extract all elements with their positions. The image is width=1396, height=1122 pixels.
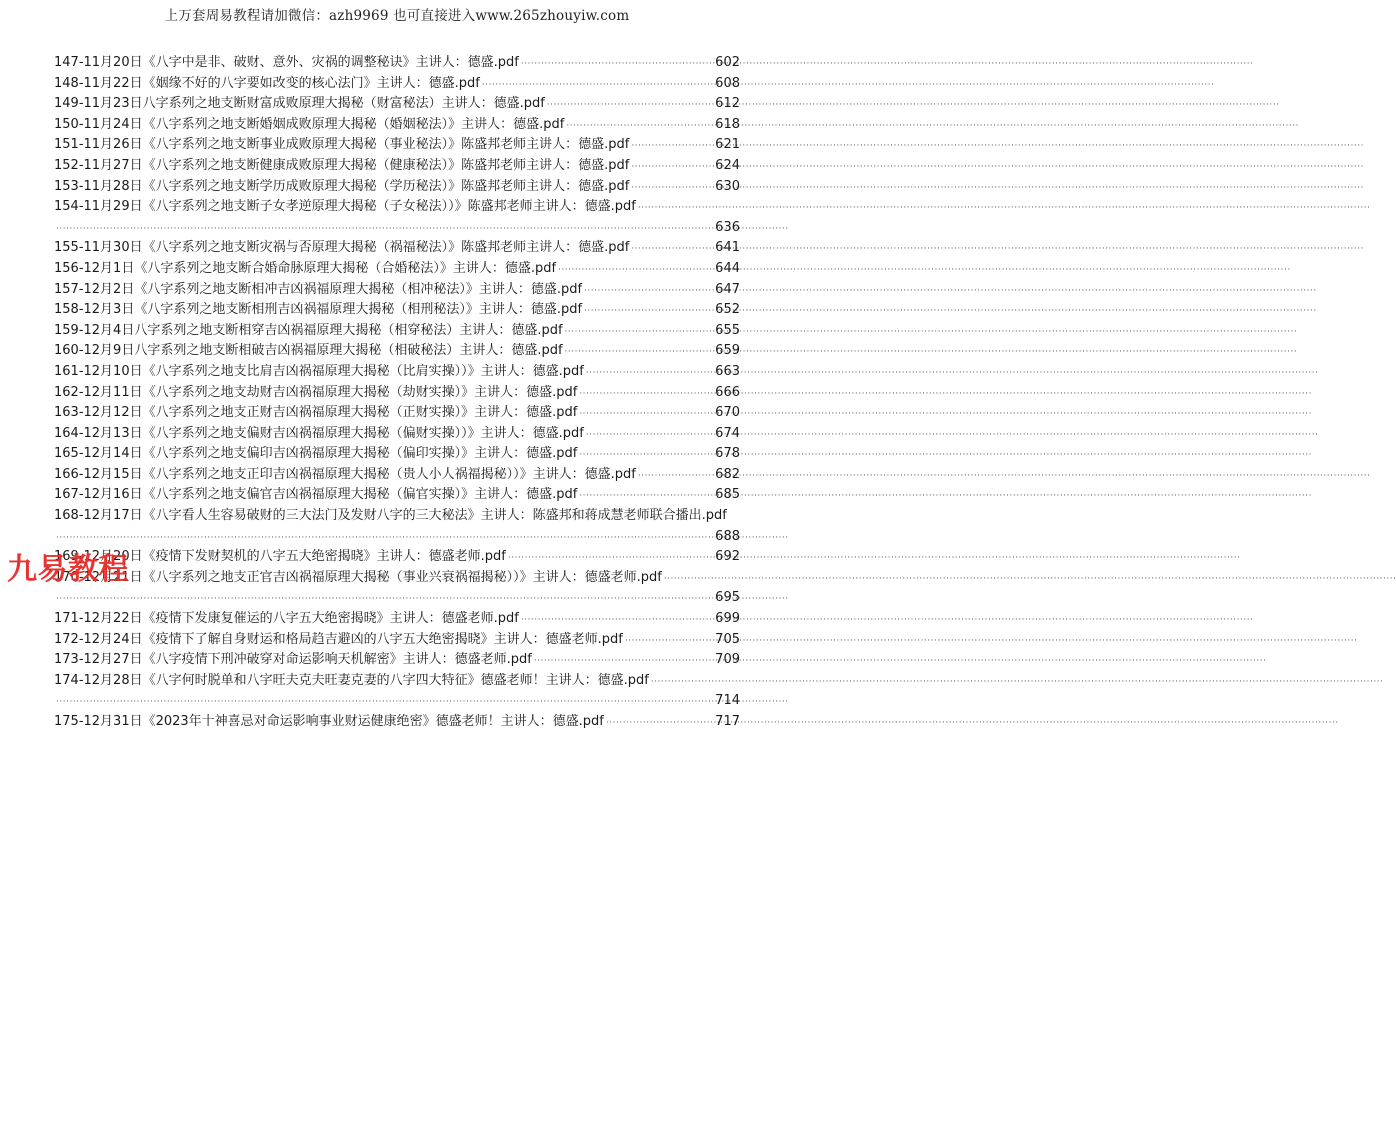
toc-entry-title: 164-12月13日《八字系列之地支偏财吉凶祸福原理大揭秘（偏财实操））》主讲人：德盛.pdf: [54, 425, 584, 441]
toc-entry[interactable]: [54, 568, 740, 609]
leader-dots: [547, 95, 713, 116]
toc-entry[interactable]: [54, 609, 740, 630]
leader-dots: [651, 672, 738, 693]
leader-dots: [56, 692, 713, 713]
toc-entry-page: 602: [715, 55, 740, 70]
toc-entry-page: 647: [715, 281, 740, 297]
toc-entry-title: 150-11月24日《八字系列之地支断婚姻成败原理大揭秘（婚姻秘法）》主讲人：德盛.pdf: [54, 116, 565, 132]
toc-entry-title: 167-12月16日《八字系列之地支偏官吉凶祸福原理大揭秘（偏官实操）》主讲人：德盛.pdf: [54, 487, 578, 503]
toc-entry[interactable]: [54, 94, 740, 115]
toc-entry[interactable]: [54, 156, 740, 177]
toc-entry[interactable]: [54, 135, 740, 156]
leader-dots: [584, 281, 713, 302]
toc-entry-title: 154-11月29日《八字系列之地支断子女孝逆原理大揭秘（子女秘法））》陈盛邦老师主讲人：德盛.pdf: [54, 199, 636, 215]
toc-entry[interactable]: [54, 74, 740, 95]
toc-entry-title: 175-12月31日《2023年十神喜忌对命运影响事业财运健康绝密》德盛老师！主讲人：德盛.pdf: [54, 714, 604, 729]
toc-entry-page: 717: [715, 714, 740, 729]
toc-entry-page: 705: [715, 631, 740, 647]
leader-dots: [579, 445, 713, 466]
leader-dots: [664, 569, 738, 590]
toc-entry[interactable]: [54, 630, 740, 651]
leader-dots: [558, 260, 713, 281]
leader-dots: [56, 219, 713, 240]
toc-entry-page: 674: [715, 425, 740, 441]
toc-entry[interactable]: [54, 444, 740, 465]
toc-entry-title: 170-12月21日《八字系列之地支正官吉凶祸福原理大揭秘（事业兴衰祸福揭秘））》主讲人：德盛老师.pdf: [54, 569, 662, 585]
toc-entry-title: 155-11月30日《八字系列之地支断灾祸与否原理大揭秘（祸福秘法）》陈盛邦老师主讲人：德盛.pdf: [54, 240, 630, 256]
leader-dots: [638, 466, 713, 487]
toc-entry[interactable]: [54, 403, 740, 424]
toc-entry-page: 618: [715, 116, 740, 132]
toc-entry[interactable]: [54, 485, 740, 506]
toc-entry[interactable]: [54, 259, 740, 280]
toc-entry-title: 158-12月3日《八字系列之地支断相刑吉凶祸福原理大揭秘（相刑秘法）》主讲人：德盛.pdf: [54, 302, 583, 318]
toc-entry-title: 148-11月22日《姻缘不好的八字要如改变的核心法门》主讲人：德盛.pdf: [54, 75, 480, 91]
leader-dots: [579, 486, 713, 507]
toc-entry-title: 147-11月20日《八字中是非、破财、意外、灾祸的调整秘诀》主讲人：德盛.pdf: [54, 55, 519, 70]
toc-entry-title: 151-11月26日《八字系列之地支断事业成败原理大揭秘（事业秘法）》陈盛邦老师主讲人：德盛.pdf: [54, 137, 630, 153]
leader-dots: [584, 301, 713, 322]
toc-entry[interactable]: [54, 300, 740, 321]
leader-dots: [56, 589, 713, 610]
toc-entry-title: 153-11月28日《八字系列之地支断学历成败原理大揭秘（学历秘法）》陈盛邦老师主讲人：德盛.pdf: [54, 178, 630, 194]
toc-entry-title: 149-11月23日八字系列之地支断财富成败原理大揭秘（财富秘法）主讲人：德盛.pdf: [54, 96, 545, 112]
toc-entry-title: 166-12月15日《八字系列之地支正印吉凶祸福原理大揭秘（贵人小人祸福揭秘））》主讲人：德盛.pdf: [54, 466, 636, 482]
toc-entry-page: 655: [715, 322, 740, 338]
toc-entry-page: 695: [715, 590, 740, 606]
toc-entry-page: 714: [715, 693, 740, 709]
toc-entry[interactable]: [54, 321, 740, 342]
toc-entry[interactable]: [54, 465, 740, 486]
toc-entry-title: 159-12月4日八字系列之地支断相穿吉凶祸福原理大揭秘（相穿秘法）主讲人：德盛.pdf: [54, 322, 563, 338]
toc-entry[interactable]: [54, 424, 740, 445]
leader-dots: [631, 239, 713, 260]
leader-dots: [508, 548, 713, 569]
leader-dots: [631, 136, 713, 157]
toc-entry-page: 692: [715, 549, 740, 565]
toc-entry[interactable]: [54, 53, 740, 74]
toc-entry[interactable]: [54, 197, 740, 238]
toc-entry[interactable]: [54, 650, 740, 671]
leader-dots: [56, 528, 713, 549]
page-header: 上万套周易教程请加微信：azh9969 也可直接进入www.265zhouyiw.com: [164, 8, 630, 24]
toc-entry-page: 709: [715, 652, 740, 668]
toc-entry[interactable]: [54, 712, 740, 733]
leader-dots: [565, 322, 714, 343]
toc-entry-page: 663: [715, 363, 740, 379]
toc-entry[interactable]: [54, 238, 740, 259]
toc-entry-page: 659: [715, 343, 740, 359]
leader-dots: [631, 178, 713, 199]
leader-dots: [579, 384, 713, 405]
toc-entry-page: 666: [715, 384, 740, 400]
toc-entry-title: 173-12月27日《八字疫情下刑冲破穿对命运影响天机解密》主讲人：德盛老师.pdf: [54, 652, 532, 668]
toc-entry[interactable]: [54, 341, 740, 362]
toc-entry[interactable]: [54, 115, 740, 136]
toc-entry[interactable]: [54, 671, 740, 712]
toc-entry-page: 612: [715, 96, 740, 112]
leader-dots: [566, 116, 713, 137]
toc-entry-page: 644: [715, 260, 740, 276]
leader-dots: [625, 631, 713, 652]
toc-entry-title: 152-11月27日《八字系列之地支断健康成败原理大揭秘（健康秘法）》陈盛邦老师主讲人：德盛.pdf: [54, 157, 630, 173]
table-of-contents: [54, 53, 740, 733]
toc-entry[interactable]: [54, 177, 740, 198]
toc-entry-page: 685: [715, 487, 740, 503]
toc-entry-title: 172-12月24日《疫情下了解自身财运和格局趋吉避凶的八字五大绝密揭晓》主讲人：德盛老师.pdf: [54, 631, 623, 647]
leader-dots: [482, 75, 713, 96]
toc-entry[interactable]: [54, 280, 740, 301]
toc-entry-page: 636: [715, 219, 740, 235]
toc-entry-page: 682: [715, 466, 740, 482]
leader-dots: [534, 651, 713, 672]
toc-entry-title: 163-12月12日《八字系列之地支正财吉凶祸福原理大揭秘（正财实操）》主讲人：德盛.pdf: [54, 405, 578, 421]
toc-entry-page: 688: [715, 528, 740, 544]
toc-entry-page: 624: [715, 157, 740, 173]
leader-dots: [638, 198, 738, 219]
toc-entry-title: 160-12月9日八字系列之地支断相破吉凶祸福原理大揭秘（相破秘法）主讲人：德盛.pdf: [54, 343, 563, 359]
toc-entry-page: 621: [715, 137, 740, 153]
toc-entry[interactable]: [54, 383, 740, 404]
toc-entry-page: 652: [715, 302, 740, 318]
leader-dots: [606, 713, 713, 734]
toc-entry-page: 608: [715, 75, 740, 91]
leader-dots: [521, 610, 713, 631]
toc-entry-title: 169-12月20日《疫情下发财契机的八字五大绝密揭晓》主讲人：德盛老师.pdf: [54, 549, 506, 565]
leader-dots: [631, 157, 713, 178]
leader-dots: [579, 404, 713, 425]
leader-dots: [586, 425, 713, 446]
toc-entry-page: 630: [715, 178, 740, 194]
leader-dots: [521, 54, 713, 75]
leader-dots: [586, 363, 713, 384]
toc-entry-page: 699: [715, 611, 740, 627]
toc-entry-title: 162-12月11日《八字系列之地支劫财吉凶祸福原理大揭秘（劫财实操）》主讲人：德盛.pdf: [54, 384, 578, 400]
toc-entry-title: 171-12月22日《疫情下发康复催运的八字五大绝密揭晓》主讲人：德盛老师.pdf: [54, 611, 519, 627]
toc-entry[interactable]: [54, 362, 740, 383]
toc-entry-title: 157-12月2日《八字系列之地支断相冲吉凶祸福原理大揭秘（相冲秘法）》主讲人：德盛.pdf: [54, 281, 583, 297]
watermark-logo: 九易教程: [7, 552, 129, 587]
toc-entry-title: 174-12月28日《八字何时脱单和八字旺夫克夫旺妻克妻的八字四大特征》德盛老师！主讲人：德盛.pdf: [54, 672, 649, 688]
toc-entry[interactable]: [54, 547, 740, 568]
toc-entry-title: 161-12月10日《八字系列之地支比肩吉凶祸福原理大揭秘（比肩实操））》主讲人：德盛.pdf: [54, 363, 584, 379]
toc-entry-title: 156-12月1日《八字系列之地支断合婚命脉原理大揭秘（合婚秘法）》主讲人：德盛.pdf: [54, 260, 557, 276]
toc-entry-title: 168-12月17日《八字看人生容易破财的三大法门及发财八字的三大秘法》主讲人：陈盛邦和蒋成慧老师联合播出.pdf: [54, 508, 727, 524]
toc-entry-title: 165-12月14日《八字系列之地支偏印吉凶祸福原理大揭秘（偏印实操）》主讲人：德盛.pdf: [54, 446, 578, 462]
toc-entry-page: 670: [715, 405, 740, 421]
toc-entry-page: 678: [715, 446, 740, 462]
leader-dots: [565, 342, 714, 363]
toc-entry[interactable]: [54, 506, 740, 547]
toc-entry-page: 641: [715, 240, 740, 256]
